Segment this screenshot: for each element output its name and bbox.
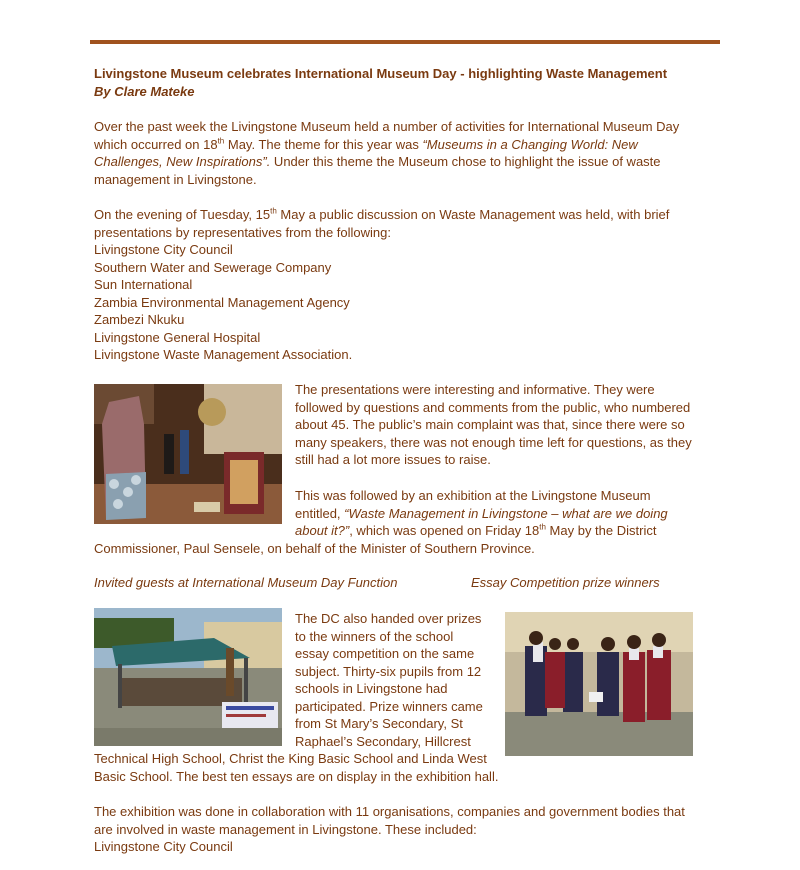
collaboration-paragraph: The exhibition was done in collaboration with 11 organisations, companies and government bodies that are involved in waste management in Livingstone. These included: Livingstone City Council [94, 804, 685, 854]
discussion-paragraph: On the evening of Tuesday, 15th May a public discussion on Waste Management was held, with brief presentations by representatives from the following: Livingstone City Council Southern Water and Sewerage Company Sun International Zambia Environmental Management Agency Zambezi Nkuku Livingstone General Hospital Livingstone Waste Management Association. [94, 206, 670, 362]
header-rule [90, 40, 720, 44]
guests-photo [94, 608, 282, 746]
list-item: Livingstone City Council [94, 242, 233, 257]
list-item: Zambezi Nkuku [94, 312, 185, 327]
prizes-paragraph-lines: The DC also handed over prizes to the winners of the school essay competition on the same subject. Thirty-six pupils from 12 schools in Livingstone had participated. Prize winners came from St Mary’s Secondary, St Raphael’s Secondary, Hillcrest [295, 611, 483, 749]
prizes-paragraph-end: Technical High School, Christ the King Basic School and Linda West Basic School. The best ten essays are on display in the exhibition hall. [94, 751, 499, 784]
intro-paragraph: Over the past week the Livingstone Museum held a number of activities for International Museum Day which occurred on 18th May. The theme for this year was “Museums in a Changing World: New Challenges, New Inspirations”. Under this theme the Museum chose to highlight the issue of waste management in Livingstone. [94, 119, 680, 187]
exhibition-photo [94, 384, 282, 524]
presentations-paragraph: The presentations were interesting and informative. They were followed by questions and comments from the public, who numbered about 45. The public’s main complaint was that, since there were so many speakers, there was not enough time left for questions, as they still had a lot more issues to raise. [295, 382, 692, 467]
prize-winners-photo [505, 612, 693, 756]
caption-prize-winners: Essay Competition prize winners [471, 575, 660, 590]
exhibition-paragraph-lines: This was followed by an exhibition at the Livingstone Museum entitled, “Waste Management in Livingstone – what are we doing about it?”, which was opened on Friday 18th May by the District [295, 488, 668, 538]
article-title: Livingstone Museum celebrates International Museum Day - highlighting Waste Management [94, 66, 668, 81]
list-item: Zambia Environmental Management Agency [94, 294, 350, 310]
list-item: Sun International [94, 277, 193, 292]
article-byline: By Clare Mateke [94, 84, 195, 99]
caption-guests: Invited guests at International Museum Day Function [94, 575, 398, 590]
exhibition-paragraph-end: Commissioner, Paul Sensele, on behalf of the Minister of Southern Province. [94, 541, 535, 556]
list-item: Livingstone General Hospital [94, 329, 261, 345]
list-item: Livingstone Waste Management Association. [94, 347, 353, 362]
list-item: Southern Water and Sewerage Company [94, 259, 332, 275]
